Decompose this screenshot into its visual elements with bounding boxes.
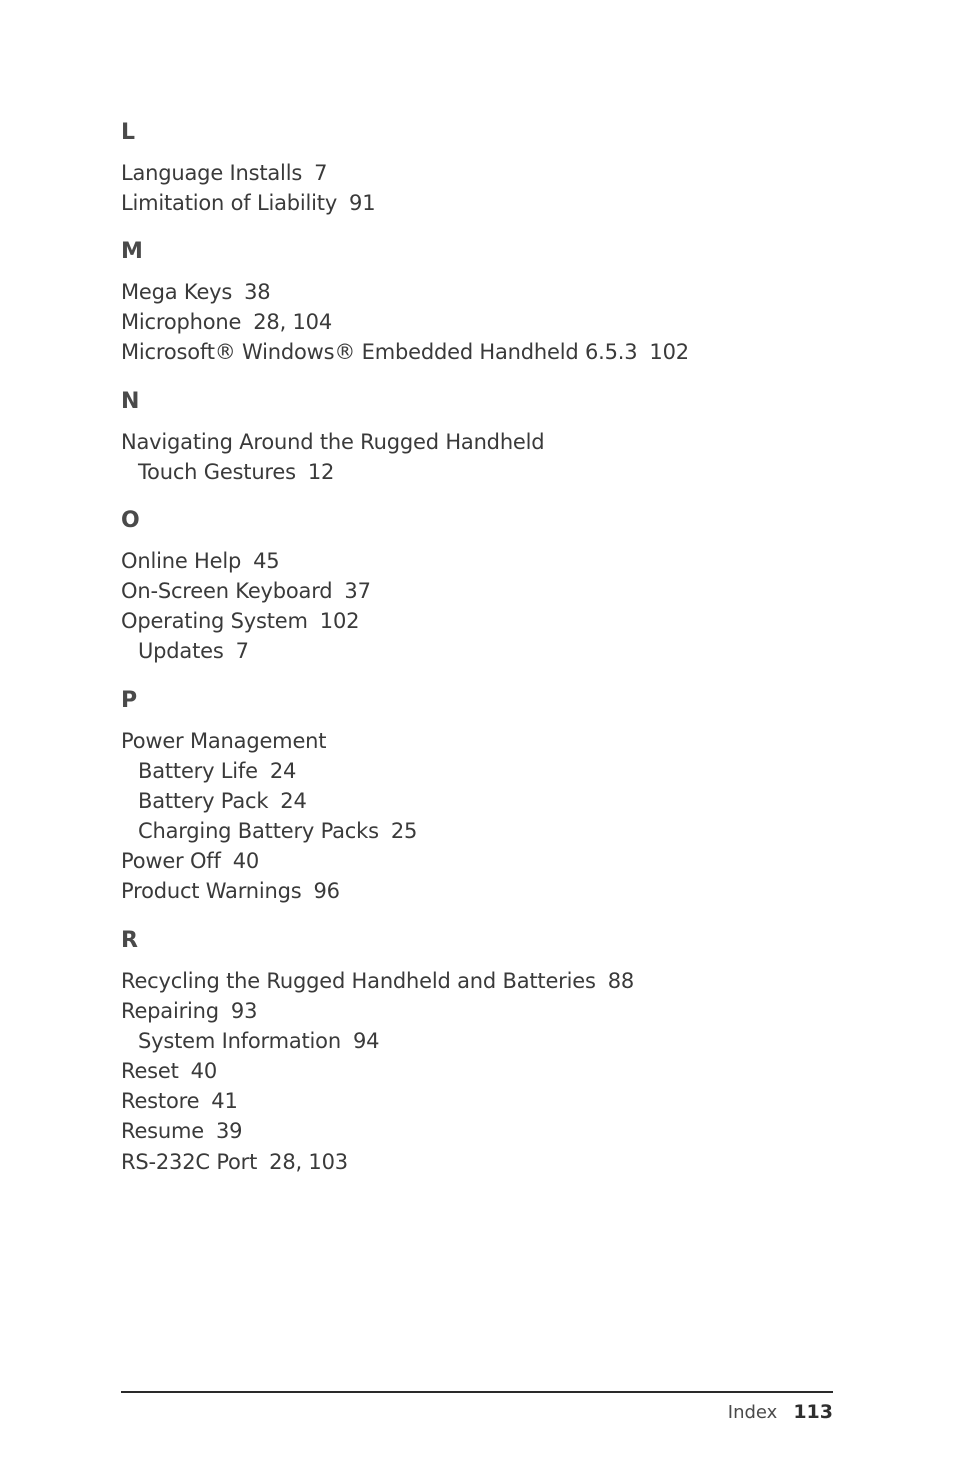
index-section-l bbox=[121, 119, 833, 218]
index-entry bbox=[121, 1086, 833, 1116]
entry-pages: 93 bbox=[230, 999, 258, 1024]
entry-pages: 25 bbox=[390, 819, 418, 844]
index-subentry bbox=[121, 636, 833, 666]
entry-pages: 39 bbox=[216, 1119, 243, 1144]
entry-term: Online Help bbox=[121, 549, 242, 573]
entry-term: Battery Life bbox=[138, 759, 258, 784]
entry-pages: 28, 103 bbox=[269, 1149, 348, 1174]
entry-term: Repairing bbox=[121, 999, 219, 1024]
entry-term: Charging Battery Packs bbox=[138, 819, 379, 844]
index-subentry bbox=[121, 816, 833, 846]
entry-pages: 7 bbox=[314, 161, 328, 185]
entry-pages: 40 bbox=[190, 1059, 217, 1084]
index-entry bbox=[121, 277, 833, 307]
index-entry bbox=[121, 337, 833, 367]
entry-pages: 12 bbox=[307, 460, 335, 485]
index-entry bbox=[121, 846, 833, 876]
index-entry bbox=[121, 876, 833, 906]
index-entry bbox=[121, 1116, 833, 1146]
entry-pages: 40 bbox=[232, 849, 260, 874]
entry-pages: 24 bbox=[280, 789, 307, 814]
entry-term: Recycling the Rugged Handheld and Batteries bbox=[121, 969, 596, 993]
entry-term: Power Off bbox=[121, 849, 221, 874]
entry-pages: 24 bbox=[269, 759, 297, 784]
index-section-o bbox=[121, 507, 833, 666]
entry-pages: 7 bbox=[235, 639, 249, 664]
index-entry bbox=[121, 188, 833, 218]
index-entry bbox=[121, 546, 833, 576]
entry-pages: 88 bbox=[607, 969, 635, 993]
index-entry bbox=[121, 576, 833, 606]
index-entry bbox=[121, 1056, 833, 1086]
entry-term: Touch Gestures bbox=[138, 460, 296, 485]
index-subentry bbox=[121, 786, 833, 816]
footer-rule bbox=[121, 1391, 833, 1393]
index-entry bbox=[121, 726, 833, 756]
entry-term: Operating System bbox=[121, 609, 308, 634]
entry-term: Limitation of Liability bbox=[121, 191, 338, 216]
index-section-r bbox=[121, 927, 833, 1177]
entry-term: Microsoft® Windows® Embedded Handheld 6.5.3 bbox=[121, 340, 638, 365]
entry-term: Mega Keys bbox=[121, 280, 233, 304]
index-entry bbox=[121, 307, 833, 337]
index-entry bbox=[121, 1147, 833, 1177]
entry-pages: 102 bbox=[319, 609, 360, 634]
section-letter: P bbox=[121, 688, 138, 713]
page-number: 113 bbox=[793, 1401, 833, 1423]
index-entry bbox=[121, 158, 833, 188]
entry-term: Power Management bbox=[121, 729, 327, 753]
index-section-m bbox=[121, 238, 833, 367]
index-entry bbox=[121, 606, 833, 636]
entry-pages: 94 bbox=[352, 1029, 380, 1054]
entry-term: Language Installs bbox=[121, 161, 303, 185]
index-subentry bbox=[121, 756, 833, 786]
entry-term: Restore bbox=[121, 1089, 200, 1114]
entry-term: Navigating Around the Rugged Handheld bbox=[121, 430, 545, 454]
entry-term: Battery Pack bbox=[138, 789, 269, 814]
footer-section-label: Index bbox=[727, 1402, 778, 1423]
entry-pages: 102 bbox=[649, 340, 689, 365]
index-entry bbox=[121, 427, 833, 457]
section-letter: N bbox=[121, 389, 140, 414]
entry-pages: 91 bbox=[349, 191, 376, 216]
page-footer bbox=[728, 1398, 833, 1426]
entry-term: Resume bbox=[121, 1119, 204, 1144]
index-section-p bbox=[121, 687, 833, 907]
entry-pages: 41 bbox=[211, 1089, 238, 1114]
entry-pages: 37 bbox=[344, 579, 371, 604]
index-entry bbox=[121, 966, 833, 996]
entry-term: Reset bbox=[121, 1059, 179, 1084]
index-section-n bbox=[121, 388, 833, 487]
entry-term: On-Screen Keyboard bbox=[121, 579, 333, 604]
entry-pages: 38 bbox=[244, 280, 271, 304]
entry-term: System Information bbox=[138, 1029, 341, 1054]
section-letter: L bbox=[121, 120, 136, 145]
index-subentry bbox=[121, 1026, 833, 1056]
section-letter: O bbox=[121, 508, 140, 533]
entry-pages: 45 bbox=[253, 549, 280, 573]
index-entry bbox=[121, 996, 833, 1026]
section-letter: M bbox=[121, 239, 143, 264]
entry-term: RS-232C Port bbox=[121, 1149, 258, 1174]
index-subentry bbox=[121, 457, 833, 487]
section-letter: R bbox=[121, 928, 138, 953]
entry-term: Microphone bbox=[121, 310, 242, 335]
entry-pages: 96 bbox=[313, 879, 340, 904]
entry-term: Product Warnings bbox=[121, 879, 302, 904]
entry-term: Updates bbox=[138, 639, 224, 664]
entry-pages: 28, 104 bbox=[253, 310, 333, 335]
